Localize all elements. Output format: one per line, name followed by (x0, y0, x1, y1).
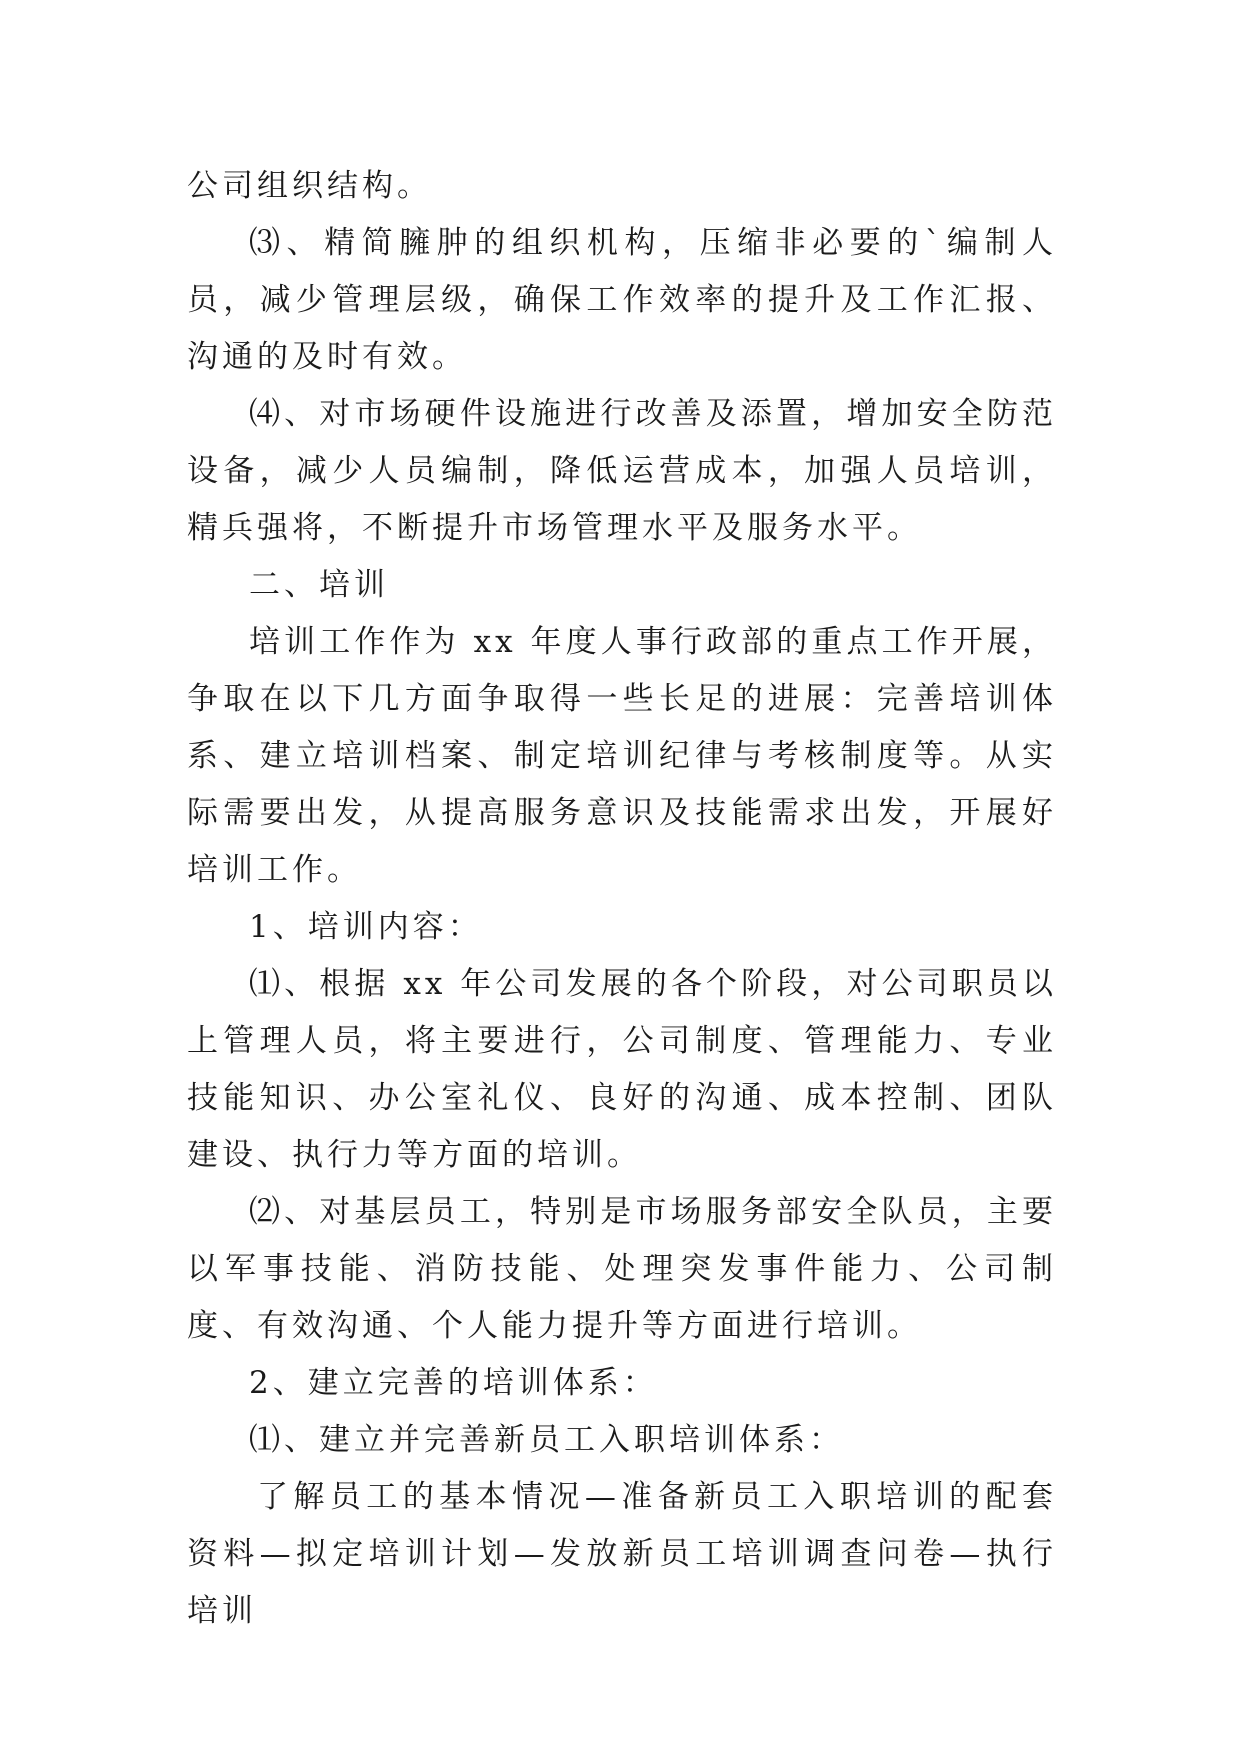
paragraph-item-3: ⑶、精简臃肿的组织机构，压缩非必要的`编制人员，减少管理层级，确保工作效率的提升及工作汇报、沟通的及时有效。 (187, 225, 1057, 375)
paragraph-system-item-1: ⑴、建立并完善新员工入职培训体系： (249, 1422, 844, 1458)
paragraph-item-4: ⑷、对市场硬件设施进行改善及添置，增加安全防范设备，减少人员编制，降低运营成本，加强人员培训，精兵强将，不断提升市场管理水平及服务水平。 (187, 396, 1057, 546)
paragraph-org-structure: 公司组织结构。 (187, 168, 432, 204)
paragraph-training-intro: 培训工作作为 xx 年度人事行政部的重点工作开展，争取在以下几方面争取得一些长足的进展：完善培训体系、建立培训档案、制定培训纪律与考核制度等。从实际需要出发，从提高服务意识及技能需求出发，开展好培训工作。 (187, 624, 1057, 888)
subheading-training-content: 1、培训内容： (249, 909, 483, 945)
paragraph-onboarding-flow: 了解员工的基本情况—准备新员工入职培训的配套资料—拟定培训计划—发放新员工培训调查问卷—执行培训 (187, 1479, 1057, 1629)
document-body (187, 158, 1057, 1640)
subheading-training-system: 2、建立完善的培训体系： (249, 1365, 658, 1401)
paragraph-content-item-2: ⑵、对基层员工，特别是市场服务部安全队员，主要以军事技能、消防技能、处理突发事件能力、公司制度、有效沟通、个人能力提升等方面进行培训。 (187, 1194, 1057, 1344)
section-heading-training: 二、培训 (249, 567, 389, 603)
paragraph-content-item-1: ⑴、根据 xx 年公司发展的各个阶段，对公司职员以上管理人员，将主要进行，公司制度、管理能力、专业技能知识、办公室礼仪、良好的沟通、成本控制、团队建设、执行力等方面的培训。 (187, 966, 1057, 1173)
